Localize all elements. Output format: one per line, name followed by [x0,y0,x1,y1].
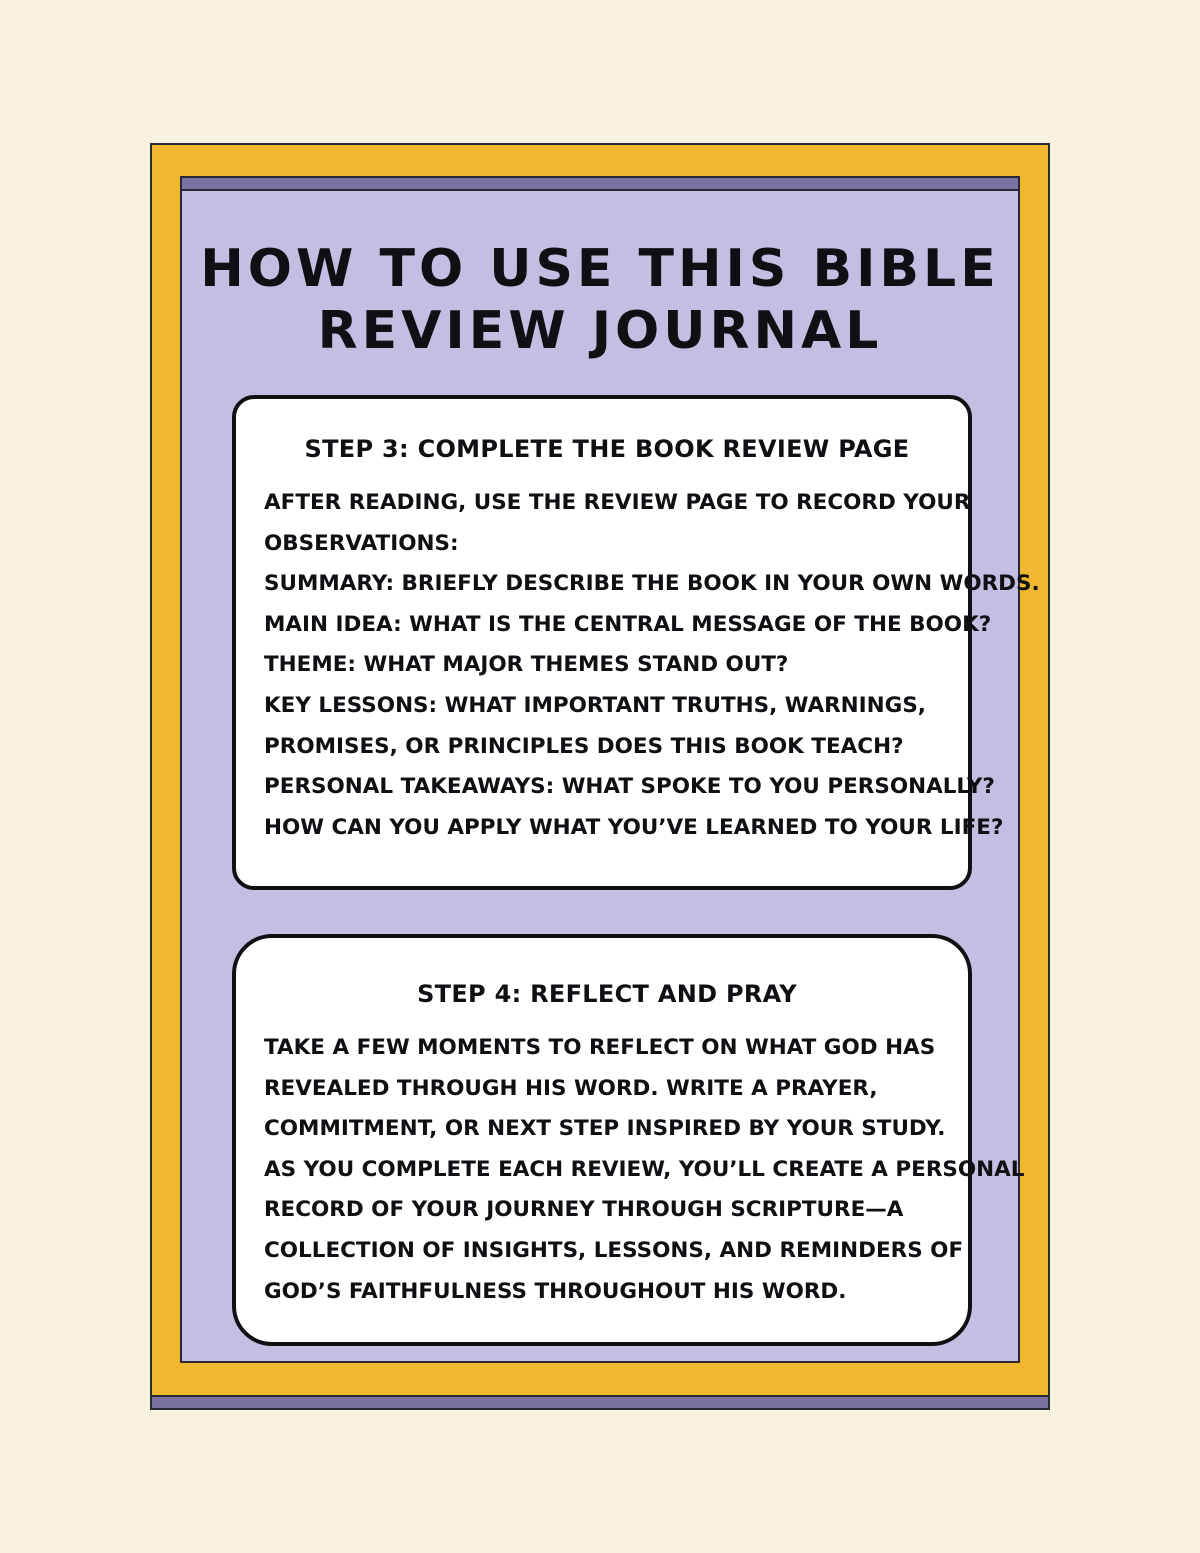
content-panel [180,176,1040,1363]
step-3-line: KEY LESSONS: WHAT IMPORTANT TRUTHS, WARNINGS, [264,692,926,718]
step-3-line: PERSONAL TAKEAWAYS: WHAT SPOKE TO YOU PERSONALLY? [264,774,995,800]
step-3-line: AFTER READING, USE THE REVIEW PAGE TO RECORD YOUR [264,490,971,515]
step-3-card [232,395,1040,890]
step-3-line: THEME: WHAT MAJOR THEMES STAND OUT? [264,652,789,678]
step-3-line: OBSERVATIONS: [264,530,459,556]
step-3-line: PROMISES, OR PRINCIPLES DOES THIS BOOK TEACH? [264,733,904,759]
step-4-line: COMMITMENT, OR NEXT STEP INSPIRED BY YOUR STUDY. [264,1116,946,1142]
step-3-line: HOW CAN YOU APPLY WHAT YOU’VE LEARNED TO YOUR LIFE? [264,814,1004,840]
step-4-line: GOD’S FAITHFULNESS THROUGHOUT HIS WORD. [264,1278,847,1304]
step-4-card [232,934,1025,1346]
step-3-line: MAIN IDEA: WHAT IS THE CENTRAL MESSAGE OF THE BOOK? [264,611,992,637]
step-3-body [264,483,1040,848]
step-4-line: COLLECTION OF INSIGHTS, LESSONS, AND REMINDERS OF [264,1237,964,1263]
step-4-line: RECORD OF YOUR JOURNEY THROUGH SCRIPTURE—A [264,1197,904,1223]
step-4-body [264,1028,1025,1312]
step-3-line: SUMMARY: BRIEFLY DESCRIBE THE BOOK IN YOUR OWN WORDS. [264,571,1040,597]
page-title: HOW TO USE THIS BIBLE REVIEW JOURNAL [200,239,1000,361]
step-4-heading: STEP 4: REFLECT AND PRAY [417,980,797,1008]
panel-top-bar [182,178,1018,191]
step-4-line: AS YOU COMPLETE EACH REVIEW, YOU’LL CREATE A PERSONAL [264,1156,1025,1182]
step-3-heading: STEP 3: COMPLETE THE BOOK REVIEW PAGE [304,435,910,463]
step-4-line: TAKE A FEW MOMENTS TO REFLECT ON WHAT GOD HAS [264,1035,936,1060]
step-4-line: REVEALED THROUGH HIS WORD. WRITE A PRAYER, [264,1075,878,1101]
